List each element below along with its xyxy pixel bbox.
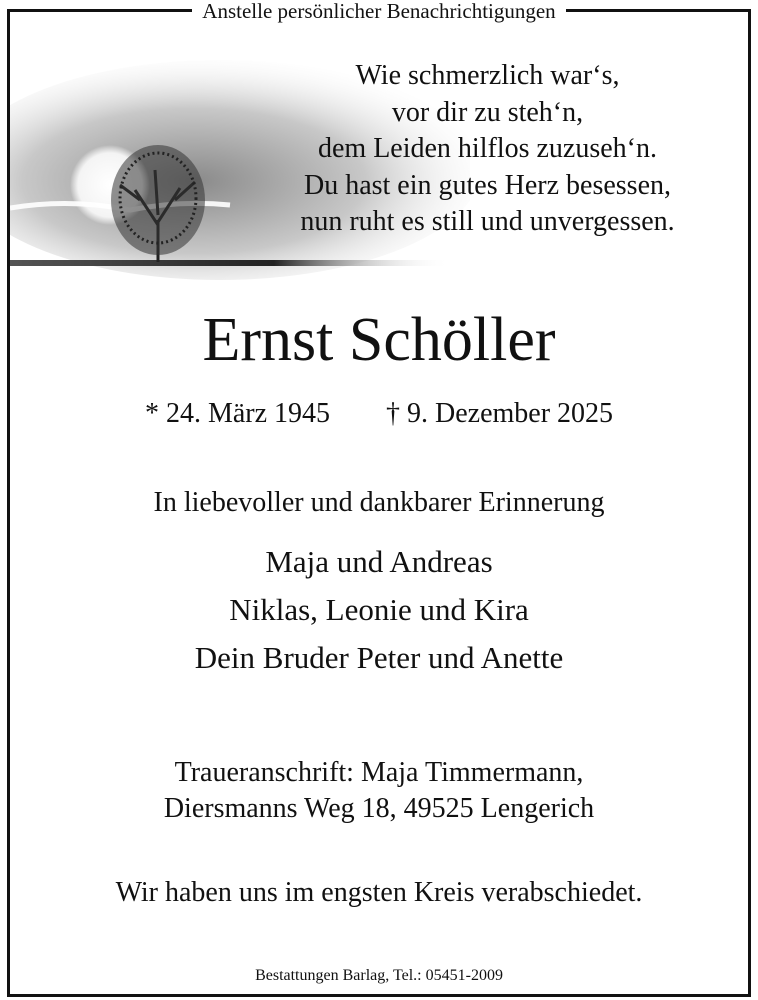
life-dates [0, 398, 758, 430]
mourner: Maja und Andreas [265, 544, 493, 579]
poem-line: nun ruht es still und unvergessen. [300, 206, 675, 237]
farewell-note: Wir haben uns im engsten Kreis verabschiedet. [115, 877, 643, 908]
address-line: Traueranschrift: Maja Timmermann, [174, 757, 584, 788]
mourning-address [0, 755, 758, 826]
header-text: Anstelle persönlicher Benachrichtigungen [192, 0, 565, 24]
poem-line: Du hast ein gutes Herz besessen, [303, 169, 671, 201]
mourner: Niklas, Leonie und Kira [229, 592, 529, 627]
birth-date: * 24. März 1945 [144, 398, 331, 429]
mourner: Dein Bruder Peter und Anette [194, 640, 564, 675]
poem-line: dem Leiden hilflos zuzuseh‘n. [317, 133, 657, 164]
remembrance-line: In liebevoller und dankbarer Erinnerung [153, 487, 605, 518]
poem-line: vor dir zu steh‘n, [391, 96, 584, 128]
poem [250, 58, 725, 241]
poem-line: Wie schmerzlich war‘s, [355, 60, 620, 91]
deceased-name: Ernst Schöller [202, 306, 556, 374]
notice-header [0, 0, 758, 24]
address-line: Diersmanns Weg 18, 49525 Lengerich [163, 792, 595, 824]
funeral-home-footer: Bestattungen Barlag, Tel.: 05451-2009 [255, 967, 503, 984]
death-date: † 9. Dezember 2025 [386, 398, 614, 429]
mourners [0, 538, 758, 682]
